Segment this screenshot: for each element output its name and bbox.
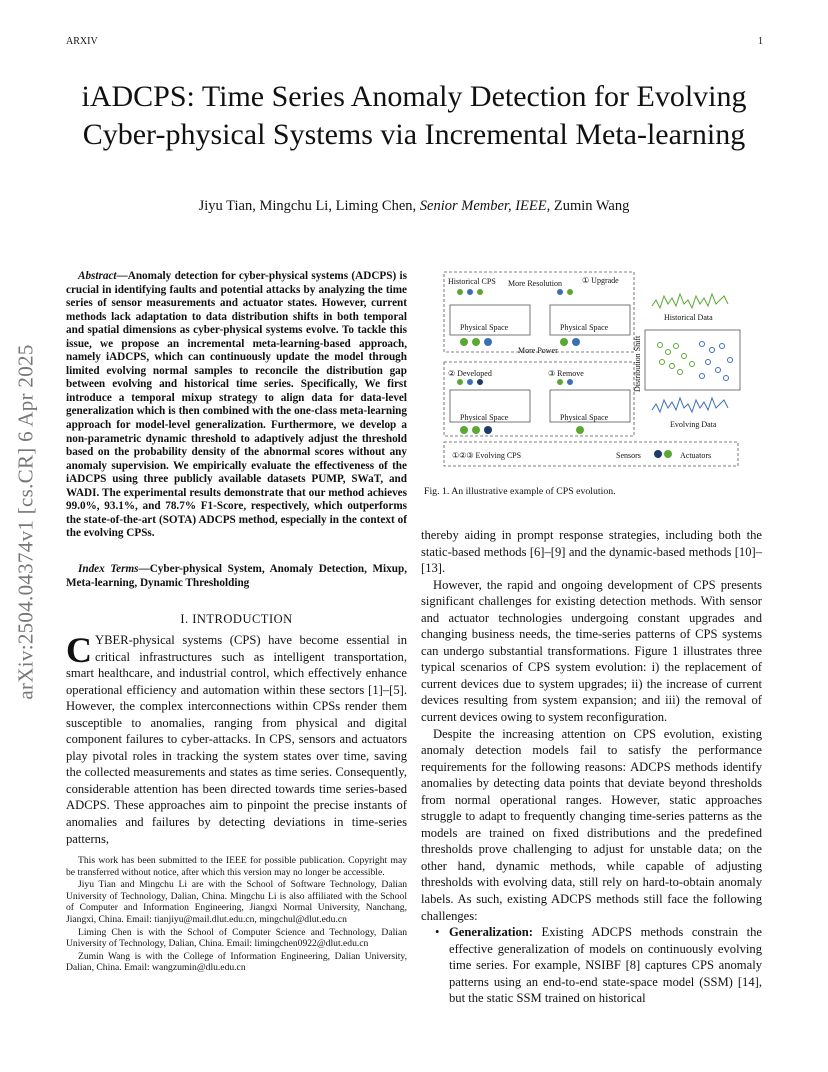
label-developed: ② Developed [448, 369, 492, 378]
label-historical-cps: Historical CPS [448, 277, 496, 286]
label-historical-data: Historical Data [664, 313, 713, 322]
bullet-generalization [421, 924, 762, 1007]
label-upgrade: ① Upgrade [582, 276, 619, 285]
figure-caption: Fig. 1. An illustrative example of CPS evolution. [424, 486, 616, 497]
bullet-text: Existing ADCPS methods constrain the effective generalization of models on continuously evolving time series. For example, NSIBF [8] captures CPS anomaly patterns using an end-to-end state-space model (SSM) [14], but the static SSM trained on historical [449, 925, 762, 1006]
author-list [60, 198, 768, 215]
label-actuators: Actuators [680, 451, 712, 460]
author-role: Senior Member, IEEE, [419, 198, 551, 214]
paper-title: iADCPS: Time Series Anomaly Detection for Evolving Cyber-physical Systems via Incremental Meta-learning [81, 80, 747, 151]
intro-paragraph-1-text: YBER-physical systems (CPS) have become essential in critical infrastructures such as intelligent transportation, smart healthcare, and industrial control, which effectively enhance operational efficiency and automation within these sectors [1]–[5]. However, the complex interconnections within CPSs render them susceptible to anomalies, ranging from physical and digital component failures to cyber-attacks. In CPS, sensors and actuators play pivotal roles in tracking the system states over time, saving the collected measurements and states as time series. Consequently, considerable attention has been directed towards time series-based ADCPS. These approaches aim to pinpoint the precise instants of anomalies and failures by detecting deviations in time-series patterns, [66, 633, 407, 846]
bullet-label: Generalization: [449, 925, 533, 940]
label-physical-space: Physical Space [460, 323, 509, 332]
page-number: 1 [758, 36, 763, 47]
historical-wave [652, 294, 728, 308]
intro-paragraph-2: However, the rapid and ongoing development of CPS presents significant challenges for existing detection methods. With sensor and actuator technologies undergoing constant upgrades and changing business needs, the time-series patterns of CPS systems can undergo substantial transformations. Figure 1 illustrates three typical scenarios of CPS system evolution: i) the replacement of current devices due to system upgrades; ii) the increase of current devices resulting from system expansion; and iii) the removal of current devices owing to system reconfiguration. [421, 577, 762, 725]
figure-cps-evolution [440, 270, 768, 475]
index-terms-text: —Cyber-physical System, Anomaly Detection, Mixup, Meta-learning, Dynamic Thresholding [66, 563, 407, 589]
evolving-wave [652, 398, 728, 412]
running-header: ARXIV [66, 36, 98, 47]
footnote: Zumin Wang is with the College of Information Engineering, Dalian University, Dalian, China. Email: wangzumin@dlu.edu.cn [66, 950, 407, 974]
footnote: This work has been submitted to the IEEE for possible publication. Copyright may be transferred without notice, after which this version may no longer be accessible. [66, 855, 407, 878]
distribution-panel [645, 330, 740, 390]
footnotes [66, 855, 407, 975]
label-more-resolution: More Resolution [508, 279, 562, 288]
arxiv-identifier [6, 285, 46, 760]
label-physical-space: Physical Space [460, 413, 509, 422]
section-heading: I. INTRODUCTION [180, 612, 293, 626]
intro-paragraph-1-cont: thereby aiding in prompt response strategies, including both the static-based methods [6]–[9] and the dynamic-based methods [10]–[13]. [421, 528, 762, 576]
index-terms [66, 563, 407, 590]
abstract-label: Abstract [78, 270, 117, 282]
arxiv-identifier-text: arXiv:2504.04374v1 [cs.CR] 6 Apr 2025 [13, 344, 38, 700]
author-last: Zumin Wang [553, 198, 630, 214]
intro-right-column [421, 527, 762, 1007]
drop-cap: C [66, 630, 92, 670]
abstract-text: —Anomaly detection for cyber-physical systems (ADCPS) is crucial in identifying faults and potential attacks by analyzing the time series of sensor measurements and actuator states. However, current methods lack adaptation to data distribution shifts in both temporal and spatial dimensions as cyber-physical systems evolve. To tackle this issue, we propose an incremental meta-learning-based approach, namely iADCPS, which can continuously update the model through limited evolving normal samples to reconcile the distribution gap between evolving and historical time series. Specifically, We first introduce a temporal mixup strategy to align data for data-level generalization which is then combined with the one-class meta-learning approach for model-level generalization. Furthermore, we develop a non-parametric dynamic threshold to adaptively adjust the threshold based on the probability density of the abnormal scores without any anomaly supervision. We empirically evaluate the effectiveness of the iADCPS using three publicly available datasets PUMP, SWaT, and WADI. The experimental results demonstrate that our method achieves 99.0%, 93.1%, and 78.7% F1-Score, respectively, which outperforms the state-of-the-art (SOTA) ADCPS method, especially in the context of the evolving CPSs. [66, 270, 407, 540]
label-sensors: Sensors [616, 451, 641, 460]
label-remove: ③ Remove [548, 369, 584, 378]
label-distribution-shift: Distribution Shift [633, 335, 642, 392]
index-terms-label: Index Terms [78, 563, 139, 575]
author-names: Jiyu Tian, Mingchu Li, Liming Chen, [198, 198, 417, 214]
distribution-scatter [658, 342, 733, 381]
label-evolving-cps: ①②③ Evolving CPS [452, 451, 522, 460]
footnote: Liming Chen is with the School of Computer Science and Technology, Dalian University of Technology, Dalian, China. Email: limingchen0922@dlut.edu.cn [66, 926, 407, 950]
label-physical-space: Physical Space [560, 413, 609, 422]
label-more-power: More Power [518, 346, 558, 355]
label-physical-space: Physical Space [560, 323, 609, 332]
label-evolving-data: Evolving Data [670, 420, 717, 429]
abstract [66, 270, 407, 541]
intro-paragraph-3: Despite the increasing attention on CPS evolution, existing anomaly detection models fail to satisfy the performance requirements for the following reasons: ADCPS methods identify anomalies by detecting data points that deviate beyond thresholds from normal operational ranges. However, static approaches struggle to adapt to frequently changing time-series patterns as the models are trained on fixed distributions and the predefined thresholds prove challenging to adjust for unstable data; on the other hand, dynamic methods, while capable of adjusting thresholds with evolving data, still rely on hard-to-obtain anomaly labels. As such, existing ADCPS methods still face the following challenges: [421, 726, 762, 923]
footnote: Jiyu Tian and Mingchu Li are with the School of Software Technology, Dalian University of Technology, Dalian, China. Mingchu Li is also affiliated with the School of Computer and Information Engineering, Jiangxi Normal University, Nanchang, Jiangxi, China. Email: tianjiyu@mail.dlut.edu.cn, mingchul@dlut.edu.cn [66, 879, 407, 925]
intro-paragraph-1 [66, 632, 407, 847]
